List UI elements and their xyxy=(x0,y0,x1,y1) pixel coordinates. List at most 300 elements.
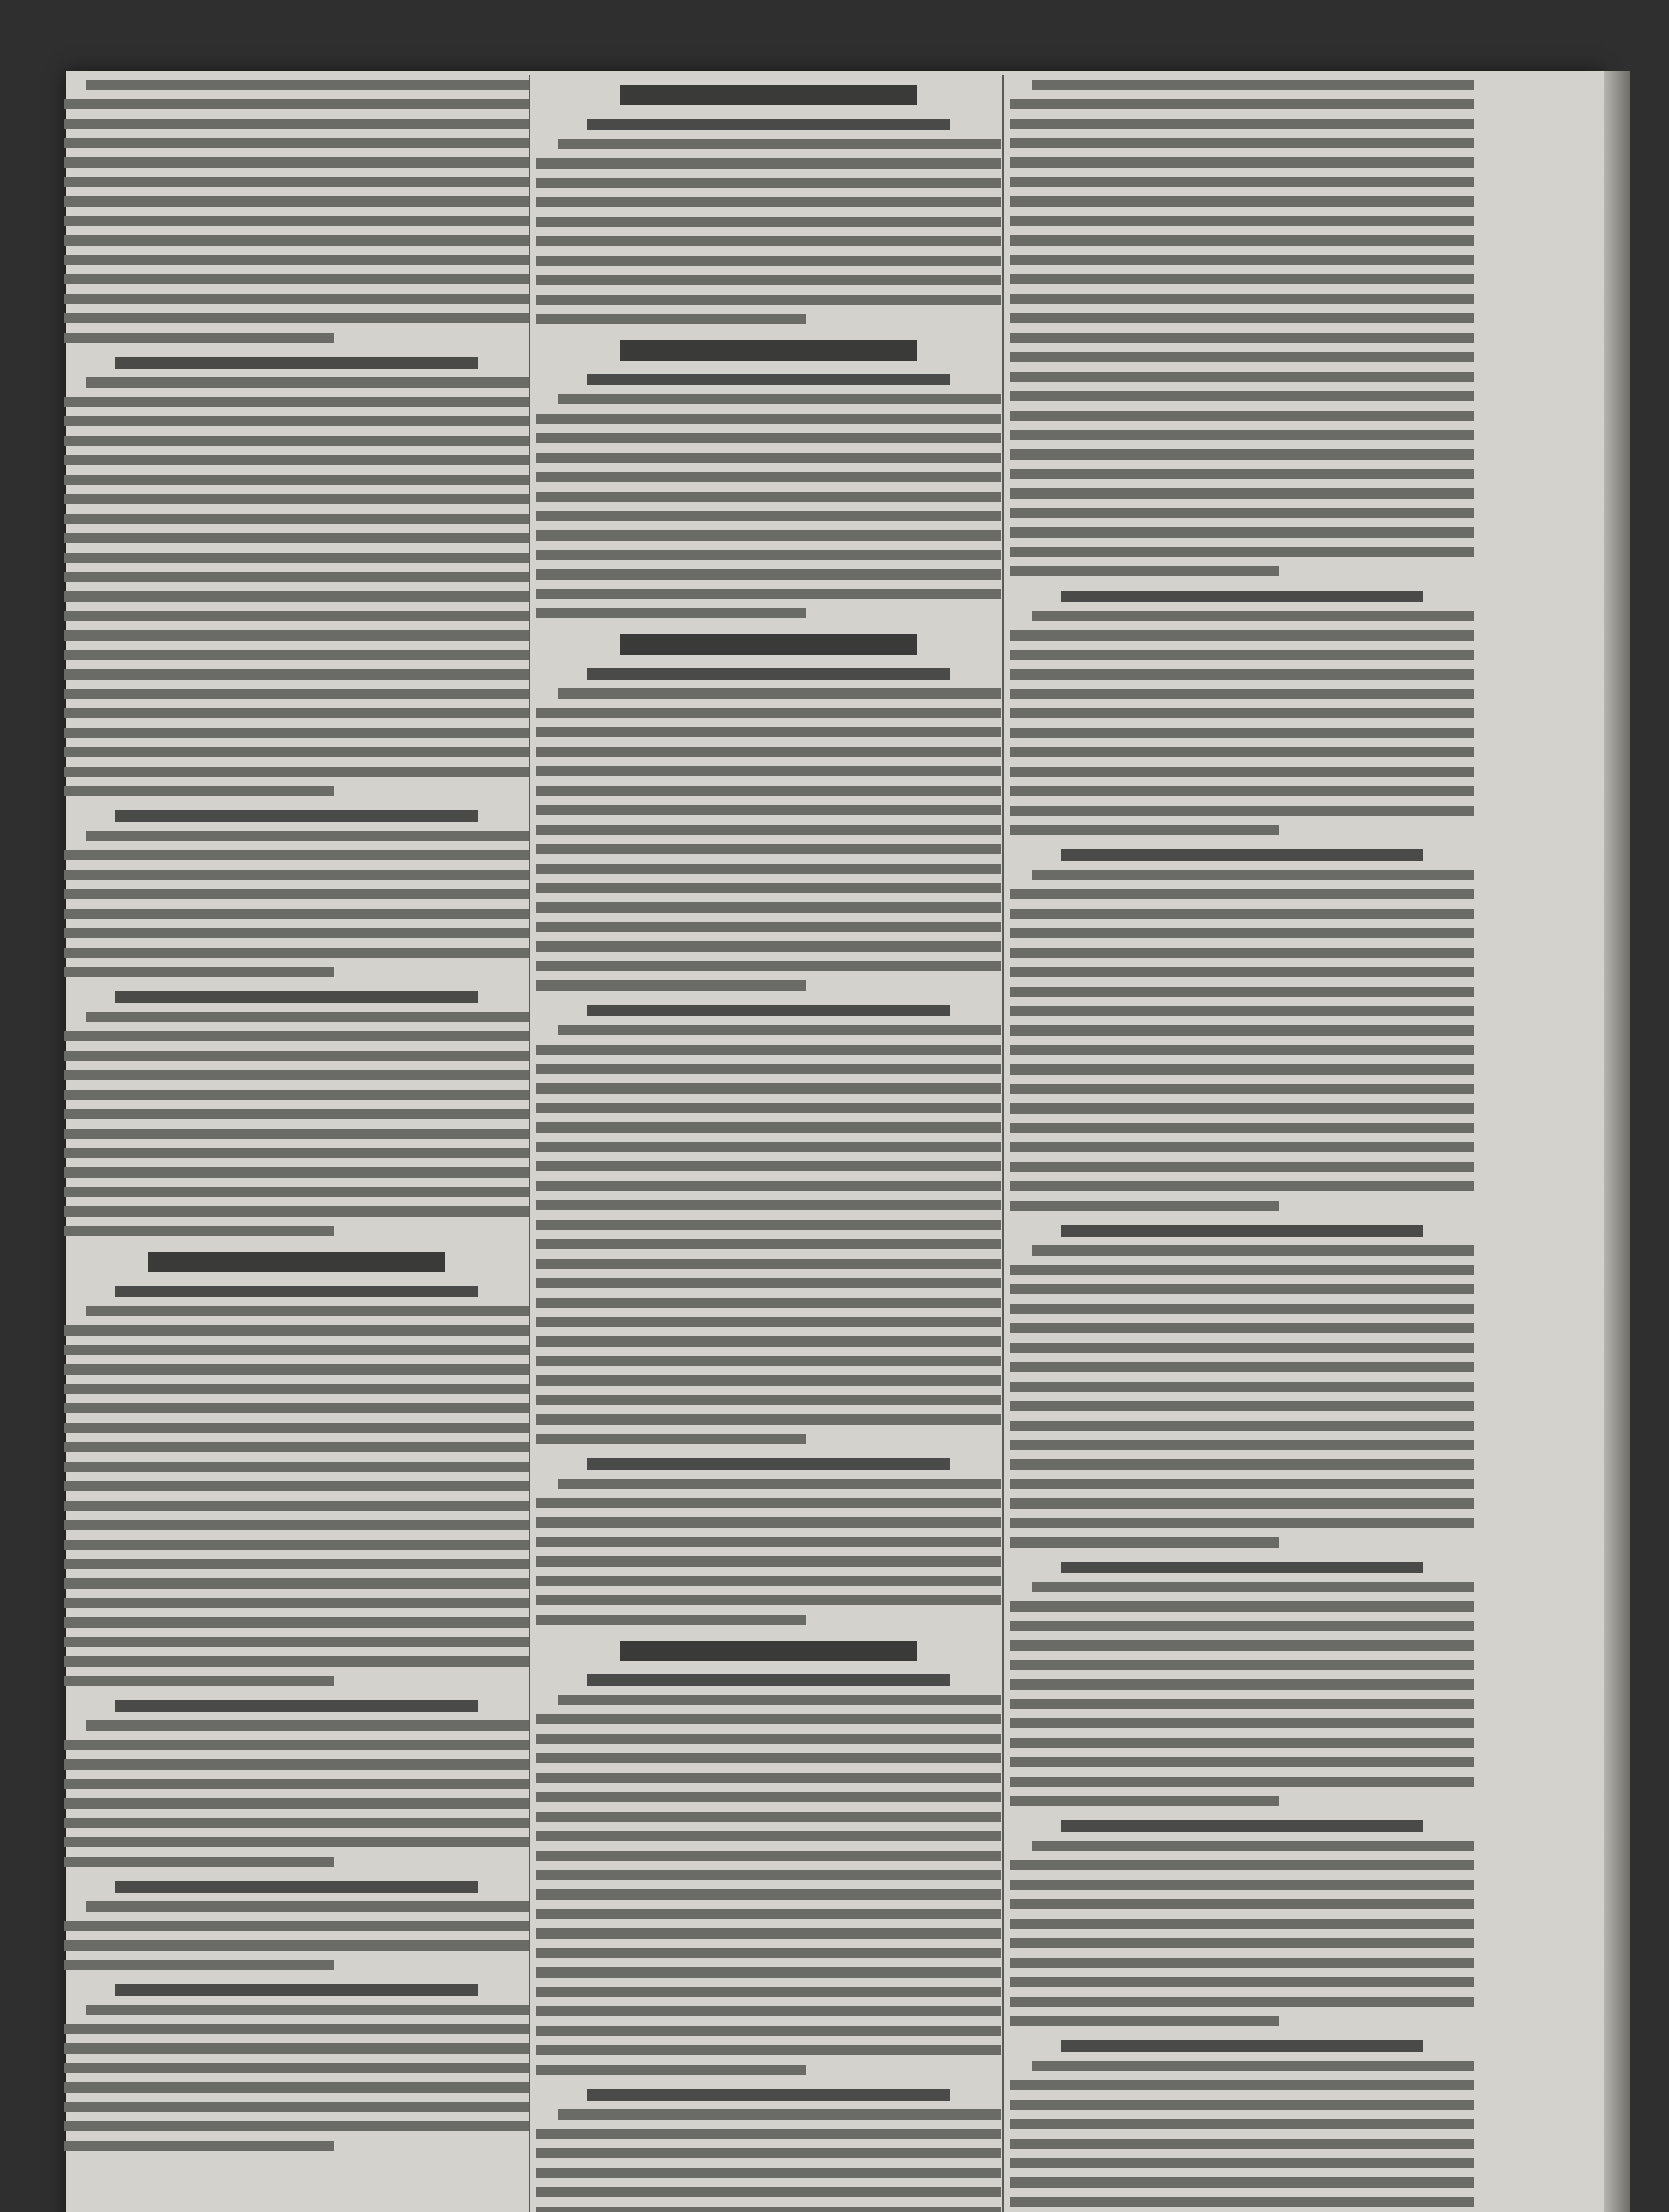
text-line xyxy=(536,1909,1001,1919)
text-line xyxy=(1010,157,1474,168)
text-line xyxy=(64,2063,529,2073)
text-line xyxy=(558,1695,1001,1705)
text-line xyxy=(536,178,1001,188)
text-line xyxy=(558,2109,1001,2120)
text-line xyxy=(536,1889,1001,1900)
text-line xyxy=(64,708,529,718)
text-line xyxy=(1010,1498,1474,1509)
text-line xyxy=(1010,177,1474,187)
text-line xyxy=(536,569,1001,580)
article-paragraph xyxy=(64,80,529,343)
text-line xyxy=(64,533,529,543)
text-line xyxy=(1010,928,1474,938)
text-line xyxy=(536,1615,806,1625)
heading-text-line xyxy=(115,991,478,1003)
text-line xyxy=(1010,411,1474,421)
text-line xyxy=(64,689,529,699)
article-heading xyxy=(536,1005,1001,1016)
text-line xyxy=(86,80,529,90)
text-line xyxy=(536,414,1001,424)
text-line xyxy=(64,1818,529,1828)
heading-text-line xyxy=(587,1458,950,1470)
text-line xyxy=(64,1779,529,1789)
text-line xyxy=(64,1070,529,1080)
text-line xyxy=(64,138,529,148)
text-line xyxy=(558,688,1001,699)
text-line xyxy=(536,217,1001,227)
heading-text-line xyxy=(115,1286,478,1297)
text-line xyxy=(64,1325,529,1336)
text-line xyxy=(64,1676,334,1686)
text-line xyxy=(1010,728,1474,738)
text-line xyxy=(1010,1919,1474,1929)
text-line xyxy=(1010,1640,1474,1651)
text-line xyxy=(536,1161,1001,1171)
text-line xyxy=(1010,1899,1474,1909)
text-line xyxy=(536,275,1001,285)
text-line xyxy=(64,1837,529,1847)
text-line xyxy=(64,235,529,246)
text-line xyxy=(1032,1582,1474,1592)
text-line xyxy=(536,1142,1001,1152)
text-line xyxy=(1010,1459,1474,1470)
text-line xyxy=(1010,1142,1474,1152)
text-line xyxy=(536,589,1001,599)
text-line xyxy=(1010,1362,1474,1372)
article-heading xyxy=(64,1286,529,1297)
text-line xyxy=(536,2045,1001,2055)
text-line xyxy=(536,1595,1001,1605)
text-line xyxy=(64,216,529,226)
text-line xyxy=(1010,948,1474,958)
text-line xyxy=(64,870,529,880)
text-line xyxy=(536,1375,1001,1386)
text-line xyxy=(536,766,1001,776)
text-line xyxy=(536,902,1001,913)
text-line xyxy=(536,1336,1001,1347)
article-paragraph xyxy=(1010,870,1474,1211)
text-line xyxy=(536,1278,1001,1288)
text-line xyxy=(64,1384,529,1394)
heading-text-line xyxy=(1061,1225,1423,1237)
text-line xyxy=(1010,1757,1474,1767)
text-line xyxy=(1010,2158,1474,2168)
article-paragraph xyxy=(1010,2061,1474,2212)
text-line xyxy=(1010,909,1474,919)
text-line xyxy=(536,1928,1001,1939)
text-line xyxy=(64,1148,529,1158)
text-line xyxy=(64,2102,529,2112)
text-line xyxy=(536,883,1001,893)
text-line xyxy=(536,1083,1001,1094)
text-line xyxy=(536,1498,1001,1508)
section-heading xyxy=(536,634,1001,655)
article-paragraph xyxy=(1010,1841,1474,2026)
text-line xyxy=(1010,119,1474,129)
text-line xyxy=(536,1103,1001,1113)
heading-text-line xyxy=(587,668,950,680)
text-line xyxy=(64,1031,529,1041)
text-line xyxy=(64,2141,334,2151)
text-line xyxy=(1032,1245,1474,1256)
text-line xyxy=(1010,1382,1474,1392)
text-line xyxy=(64,397,529,407)
article-heading xyxy=(536,668,1001,680)
text-line xyxy=(86,1306,529,1316)
text-line xyxy=(1010,1103,1474,1114)
text-line xyxy=(64,1857,334,1867)
text-line xyxy=(1010,1006,1474,1016)
text-line xyxy=(536,472,1001,482)
article-heading xyxy=(1010,1820,1474,1832)
text-line xyxy=(1010,1718,1474,1728)
text-line xyxy=(1010,1621,1474,1631)
text-line xyxy=(1010,1181,1474,1191)
text-line xyxy=(536,511,1001,521)
text-line xyxy=(536,236,1001,246)
article-heading xyxy=(64,1881,529,1893)
text-line xyxy=(536,1987,1001,1997)
text-line xyxy=(64,1559,529,1569)
text-line xyxy=(1010,2197,1474,2207)
text-line xyxy=(1010,391,1474,401)
text-line xyxy=(1010,313,1474,323)
text-line xyxy=(64,669,529,680)
text-line xyxy=(64,333,334,343)
heading-text-line xyxy=(620,85,917,105)
text-line xyxy=(1010,1880,1474,1890)
heading-text-line xyxy=(620,634,917,655)
article-paragraph xyxy=(536,1479,1001,1625)
text-line xyxy=(1010,1284,1474,1294)
text-line xyxy=(536,1045,1001,1055)
heading-text-line xyxy=(620,1641,917,1661)
text-line xyxy=(1010,767,1474,777)
text-line xyxy=(1032,80,1474,90)
text-line xyxy=(1010,255,1474,265)
text-line xyxy=(64,948,529,958)
text-line xyxy=(1010,449,1474,460)
text-line xyxy=(1010,1304,1474,1314)
article-heading xyxy=(64,1700,529,1712)
text-line xyxy=(536,158,1001,169)
text-line xyxy=(536,1576,1001,1586)
text-line xyxy=(536,453,1001,463)
text-line xyxy=(1010,669,1474,680)
text-line xyxy=(536,1870,1001,1880)
text-line xyxy=(536,747,1001,757)
text-line xyxy=(536,727,1001,737)
text-line xyxy=(1010,274,1474,284)
text-line xyxy=(64,1051,529,1061)
column-rule xyxy=(1002,75,1004,2212)
heading-text-line xyxy=(115,1881,478,1893)
text-line xyxy=(64,1364,529,1375)
article-heading xyxy=(1010,849,1474,861)
text-line xyxy=(1010,806,1474,816)
section-heading xyxy=(64,1252,529,1272)
text-line xyxy=(1010,1796,1279,1806)
heading-text-line xyxy=(1061,2040,1423,2052)
text-line xyxy=(64,494,529,504)
article-paragraph xyxy=(64,377,529,796)
text-line xyxy=(1032,870,1474,880)
column-2 xyxy=(536,75,1001,2212)
text-line xyxy=(536,1537,1001,1547)
heading-text-line xyxy=(1061,1820,1423,1832)
text-line xyxy=(1010,708,1474,718)
article-heading xyxy=(1010,1225,1474,1237)
text-line xyxy=(536,1122,1001,1133)
text-line xyxy=(1010,1162,1474,1172)
text-line xyxy=(1010,1401,1474,1411)
text-line xyxy=(64,850,529,860)
text-line xyxy=(64,1109,529,1119)
text-line xyxy=(1010,1699,1474,1709)
text-line xyxy=(536,2026,1001,2036)
text-line xyxy=(536,256,1001,266)
text-line xyxy=(64,767,529,777)
heading-text-line xyxy=(1061,1562,1423,1573)
text-line xyxy=(64,1090,529,1100)
text-line xyxy=(64,436,529,446)
text-line xyxy=(1010,2016,1279,2026)
text-line xyxy=(64,1501,529,1511)
text-line xyxy=(1010,527,1474,538)
text-line xyxy=(536,2207,1001,2212)
heading-text-line xyxy=(587,1005,950,1016)
text-line xyxy=(536,844,1001,854)
text-line xyxy=(536,1517,1001,1528)
article-paragraph xyxy=(536,139,1001,324)
text-line xyxy=(1010,2100,1474,2110)
text-line xyxy=(64,1921,529,1931)
text-line xyxy=(64,1798,529,1809)
text-line xyxy=(64,1637,529,1647)
text-line xyxy=(1010,1537,1279,1548)
text-line xyxy=(1010,372,1474,382)
text-line xyxy=(64,1481,529,1491)
text-line xyxy=(1032,1841,1474,1851)
text-line xyxy=(536,1239,1001,1249)
article-paragraph xyxy=(64,1012,529,1236)
text-line xyxy=(536,825,1001,835)
text-line xyxy=(64,1656,529,1667)
text-line xyxy=(1010,786,1474,796)
section-heading xyxy=(536,340,1001,361)
article-heading xyxy=(536,1674,1001,1686)
text-line xyxy=(64,475,529,485)
text-line xyxy=(64,119,529,129)
column-1 xyxy=(64,75,529,2212)
text-line xyxy=(536,2168,1001,2178)
text-line xyxy=(1010,1265,1474,1275)
text-line xyxy=(1010,1738,1474,1748)
article-heading xyxy=(64,1984,529,1996)
text-line xyxy=(536,805,1001,815)
text-line xyxy=(64,274,529,284)
text-line xyxy=(1010,689,1474,699)
text-line xyxy=(536,550,1001,560)
article-paragraph xyxy=(536,1695,1001,2075)
text-line xyxy=(536,1200,1001,1210)
text-line xyxy=(64,514,529,524)
text-line xyxy=(64,1403,529,1413)
text-line xyxy=(64,416,529,426)
article-paragraph xyxy=(1010,1582,1474,1806)
text-line xyxy=(1010,99,1474,109)
text-line xyxy=(1010,1084,1474,1094)
article-heading xyxy=(1010,1562,1474,1573)
text-line xyxy=(64,747,529,757)
text-line xyxy=(64,650,529,660)
text-line xyxy=(64,1442,529,1452)
text-line xyxy=(558,139,1001,149)
text-line xyxy=(1010,294,1474,304)
text-line xyxy=(536,980,806,991)
text-line xyxy=(64,1206,529,1217)
text-line xyxy=(536,1181,1001,1191)
text-line xyxy=(64,455,529,465)
article-paragraph xyxy=(1010,80,1474,576)
section-heading xyxy=(536,1641,1001,1661)
text-line xyxy=(536,314,806,324)
text-line xyxy=(64,928,529,938)
text-line xyxy=(64,255,529,265)
article-heading xyxy=(64,991,529,1003)
text-line xyxy=(64,553,529,563)
text-line xyxy=(536,530,1001,541)
text-line xyxy=(536,492,1001,502)
article-paragraph xyxy=(1010,611,1474,835)
heading-text-line xyxy=(1061,849,1423,861)
article-heading xyxy=(536,374,1001,385)
text-line xyxy=(536,1220,1001,1230)
text-line xyxy=(536,608,806,618)
text-line xyxy=(536,295,1001,305)
text-line xyxy=(1010,1201,1279,1211)
text-line xyxy=(1010,825,1279,835)
text-line xyxy=(64,157,529,168)
article-paragraph xyxy=(536,1025,1001,1444)
text-line xyxy=(86,1901,529,1912)
text-line xyxy=(1010,566,1279,576)
text-line xyxy=(536,2006,1001,2016)
text-line xyxy=(64,1617,529,1628)
heading-text-line xyxy=(620,340,917,361)
text-line xyxy=(1010,967,1474,977)
text-line xyxy=(1010,1860,1474,1870)
text-line xyxy=(64,1940,529,1951)
article-heading xyxy=(64,810,529,822)
heading-text-line xyxy=(115,1700,478,1712)
text-line xyxy=(1010,430,1474,440)
text-line xyxy=(1010,650,1474,660)
text-line xyxy=(536,1967,1001,1978)
text-line xyxy=(64,572,529,582)
text-line xyxy=(1010,2177,1474,2188)
text-line xyxy=(536,922,1001,932)
article-paragraph xyxy=(536,688,1001,991)
text-line xyxy=(86,831,529,841)
text-line xyxy=(64,889,529,899)
text-line xyxy=(1010,1777,1474,1787)
text-line xyxy=(1010,1660,1474,1670)
text-line xyxy=(558,394,1001,404)
text-line xyxy=(64,1598,529,1608)
text-line xyxy=(64,611,529,621)
text-line xyxy=(1010,138,1474,148)
text-line xyxy=(1010,508,1474,518)
article-paragraph xyxy=(536,394,1001,618)
text-line xyxy=(536,1434,806,1444)
text-line xyxy=(1032,611,1474,621)
text-line xyxy=(536,1356,1001,1366)
article-heading xyxy=(536,119,1001,130)
text-line xyxy=(64,1167,529,1178)
text-line xyxy=(558,1025,1001,1035)
text-line xyxy=(536,1948,1001,1958)
text-line xyxy=(536,708,1001,718)
text-line xyxy=(1010,1958,1474,1968)
article-paragraph xyxy=(64,1720,529,1867)
text-line xyxy=(536,1812,1001,1822)
text-line xyxy=(64,1423,529,1433)
article-paragraph xyxy=(64,1306,529,1686)
text-line xyxy=(1010,216,1474,226)
text-line xyxy=(536,961,1001,971)
text-line xyxy=(64,1960,334,1970)
heading-text-line xyxy=(587,1674,950,1686)
text-line xyxy=(1010,352,1474,362)
text-line xyxy=(536,2187,1001,2197)
text-line xyxy=(86,1720,529,1731)
text-line xyxy=(536,1064,1001,1074)
text-line xyxy=(64,630,529,641)
column-3 xyxy=(1010,75,1474,2212)
text-line xyxy=(64,1578,529,1589)
text-line xyxy=(1010,1938,1474,1948)
text-line xyxy=(64,1540,529,1550)
text-line xyxy=(1010,547,1474,557)
text-line xyxy=(1010,1343,1474,1353)
heading-text-line xyxy=(115,810,478,822)
text-line xyxy=(86,2005,529,2015)
article-paragraph xyxy=(64,1901,529,1970)
text-line xyxy=(64,177,529,187)
text-line xyxy=(1010,235,1474,246)
text-line xyxy=(1010,1440,1474,1450)
text-line xyxy=(1010,630,1474,641)
text-line xyxy=(536,1395,1001,1405)
text-line xyxy=(64,2121,529,2131)
text-line xyxy=(86,1012,529,1022)
heading-text-line xyxy=(587,2089,950,2101)
text-line xyxy=(64,313,529,323)
section-heading xyxy=(536,85,1001,105)
book-spine xyxy=(1604,71,1630,2212)
text-line xyxy=(536,1298,1001,1308)
heading-text-line xyxy=(587,374,950,385)
text-line xyxy=(1010,469,1474,479)
heading-text-line xyxy=(148,1252,445,1272)
text-line xyxy=(536,197,1001,207)
text-line xyxy=(1010,2119,1474,2129)
text-line xyxy=(536,1773,1001,1783)
article-heading xyxy=(1010,591,1474,602)
text-line xyxy=(1010,1679,1474,1690)
text-line xyxy=(1010,1421,1474,1431)
